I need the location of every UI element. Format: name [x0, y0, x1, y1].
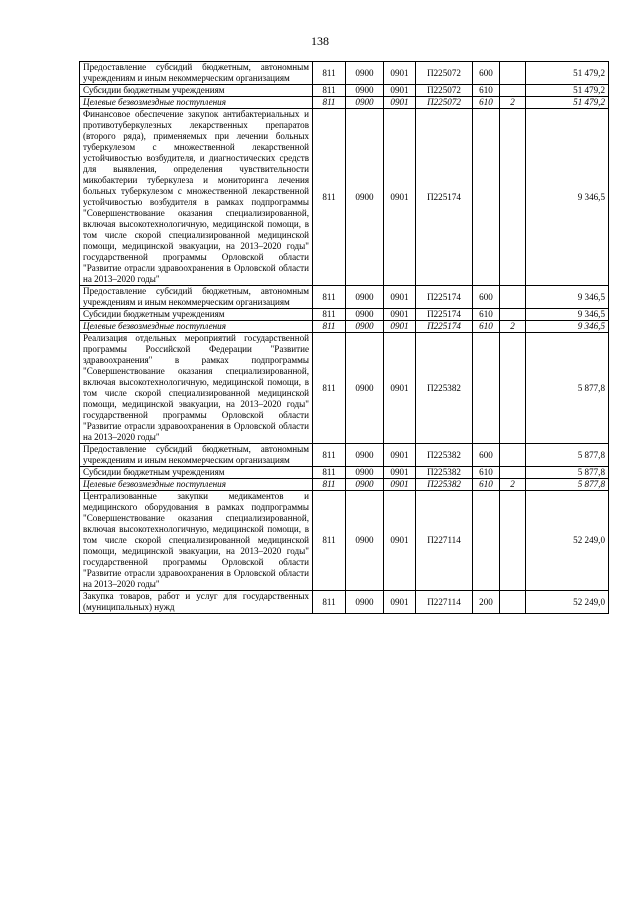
code-ministry: 811 [313, 321, 346, 333]
amount: 51 479,2 [526, 97, 609, 109]
table-row [80, 467, 609, 479]
code-expense-type [473, 109, 500, 286]
code-subsection: 0901 [384, 591, 416, 614]
code-expense-type: 600 [473, 62, 500, 85]
code-subsection: 0901 [384, 286, 416, 309]
code-ministry: 811 [313, 444, 346, 467]
code-funding-source [500, 467, 526, 479]
code-ministry: 811 [313, 109, 346, 286]
code-expense-type: 610 [473, 97, 500, 109]
code-subsection: 0901 [384, 333, 416, 444]
code-target-article: П225072 [416, 85, 473, 97]
row-description: Целевые безвозмездные поступления [80, 479, 313, 491]
code-ministry: 811 [313, 286, 346, 309]
code-funding-source [500, 85, 526, 97]
code-target-article: П225382 [416, 467, 473, 479]
amount: 51 479,2 [526, 62, 609, 85]
code-ministry: 811 [313, 491, 346, 591]
amount: 52 249,0 [526, 591, 609, 614]
code-section: 0900 [346, 321, 384, 333]
budget-table [79, 61, 609, 614]
code-target-article: П225382 [416, 444, 473, 467]
row-description: Предоставление субсидий бюджетным, автономным учреждениям и иным некоммерческим организациям [80, 286, 313, 309]
table-row [80, 97, 609, 109]
code-subsection: 0901 [384, 309, 416, 321]
code-funding-source: 2 [500, 321, 526, 333]
code-expense-type: 610 [473, 321, 500, 333]
code-funding-source [500, 333, 526, 444]
page-number: 138 [311, 34, 329, 48]
code-section: 0900 [346, 333, 384, 444]
table-row [80, 109, 609, 286]
code-expense-type: 610 [473, 309, 500, 321]
code-ministry: 811 [313, 479, 346, 491]
code-ministry: 811 [313, 333, 346, 444]
budget-table-body [80, 62, 609, 614]
code-subsection: 0901 [384, 85, 416, 97]
code-funding-source [500, 444, 526, 467]
amount: 9 346,5 [526, 286, 609, 309]
code-target-article: П225072 [416, 97, 473, 109]
code-funding-source [500, 309, 526, 321]
code-subsection: 0901 [384, 444, 416, 467]
row-description: Целевые безвозмездные поступления [80, 321, 313, 333]
code-section: 0900 [346, 62, 384, 85]
row-description: Реализация отдельных мероприятий государственной программы Российской Федерации "Развитие здравоохранения" в рамках подпрограммы "Совершенствование оказания специализированной, включая высокотехнологичную, медицинской помощи, в том числе скорой специализированной медицинской помощи, медицинской эвакуации, на 2013–2020 годы" государственной программы Орловской области "Развитие отрасли здравоохранения в Орловской области на 2013–2020 годы" [80, 333, 313, 444]
code-ministry: 811 [313, 309, 346, 321]
code-subsection: 0901 [384, 97, 416, 109]
code-funding-source [500, 286, 526, 309]
code-target-article: П225382 [416, 333, 473, 444]
row-description: Предоставление субсидий бюджетным, автономным учреждениям и иным некоммерческим организациям [80, 62, 313, 85]
amount: 9 346,5 [526, 321, 609, 333]
row-description: Централизованные закупки медикаментов и медицинского оборудования в рамках подпрограммы "Совершенствование оказания специализированной, включая высокотехнологичную, медицинской помощи, в том числе скорой специализированной медицинской помощи, медицинской эвакуации, на 2013–2020 годы" государственной программы Орловской области "Развитие отрасли здравоохранения в Орловской области на 2013–2020 годы" [80, 491, 313, 591]
amount: 51 479,2 [526, 85, 609, 97]
amount: 5 877,8 [526, 467, 609, 479]
table-row [80, 444, 609, 467]
code-ministry: 811 [313, 62, 346, 85]
code-subsection: 0901 [384, 109, 416, 286]
amount: 9 346,5 [526, 109, 609, 286]
row-description: Субсидии бюджетным учреждениям [80, 467, 313, 479]
code-funding-source [500, 591, 526, 614]
row-description: Предоставление субсидий бюджетным, автономным учреждениям и иным некоммерческим организациям [80, 444, 313, 467]
table-row [80, 85, 609, 97]
code-expense-type: 610 [473, 85, 500, 97]
code-expense-type: 610 [473, 467, 500, 479]
code-section: 0900 [346, 97, 384, 109]
code-target-article: П225174 [416, 321, 473, 333]
amount: 52 249,0 [526, 491, 609, 591]
code-ministry: 811 [313, 467, 346, 479]
code-section: 0900 [346, 286, 384, 309]
amount: 5 877,8 [526, 333, 609, 444]
code-section: 0900 [346, 109, 384, 286]
code-target-article: П225174 [416, 286, 473, 309]
code-section: 0900 [346, 479, 384, 491]
code-ministry: 811 [313, 97, 346, 109]
code-funding-source: 2 [500, 97, 526, 109]
code-section: 0900 [346, 309, 384, 321]
code-target-article: П225174 [416, 309, 473, 321]
code-target-article: П225174 [416, 109, 473, 286]
code-expense-type: 600 [473, 444, 500, 467]
code-funding-source [500, 109, 526, 286]
row-description: Субсидии бюджетным учреждениям [80, 85, 313, 97]
code-subsection: 0901 [384, 62, 416, 85]
table-row [80, 309, 609, 321]
row-description: Целевые безвозмездные поступления [80, 97, 313, 109]
code-funding-source [500, 62, 526, 85]
code-subsection: 0901 [384, 321, 416, 333]
code-target-article: П227114 [416, 491, 473, 591]
table-row [80, 479, 609, 491]
table-row [80, 491, 609, 591]
code-section: 0900 [346, 591, 384, 614]
code-section: 0900 [346, 85, 384, 97]
code-expense-type [473, 333, 500, 444]
table-row [80, 591, 609, 614]
code-expense-type: 200 [473, 591, 500, 614]
code-target-article: П225382 [416, 479, 473, 491]
code-target-article: П225072 [416, 62, 473, 85]
code-funding-source [500, 491, 526, 591]
table-row [80, 62, 609, 85]
amount: 9 346,5 [526, 309, 609, 321]
table-row [80, 333, 609, 444]
amount: 5 877,8 [526, 479, 609, 491]
code-section: 0900 [346, 491, 384, 591]
code-subsection: 0901 [384, 467, 416, 479]
amount: 5 877,8 [526, 444, 609, 467]
table-row [80, 321, 609, 333]
code-expense-type [473, 491, 500, 591]
code-ministry: 811 [313, 591, 346, 614]
row-description: Закупка товаров, работ и услуг для государственных (муниципальных) нужд [80, 591, 313, 614]
code-section: 0900 [346, 444, 384, 467]
code-expense-type: 610 [473, 479, 500, 491]
code-ministry: 811 [313, 85, 346, 97]
code-funding-source: 2 [500, 479, 526, 491]
row-description: Субсидии бюджетным учреждениям [80, 309, 313, 321]
code-subsection: 0901 [384, 479, 416, 491]
row-description: Финансовое обеспечение закупок антибактериальных и противотуберкулезных лекарственных препаратов (второго ряда), применяемых при лечении больных туберкулезом с множественной лекарственной устойчивостью возбудителя, и диагностических средств для выявления, определения чувствительности микобактерии туберкулеза и мониторинга лечения больных туберкулезом с множественной лекарственной устойчивостью возбудителя в рамках подпрограммы "Совершенствование оказания специализированной, включая высокотехнологичную, медицинской помощи, в том числе скорой специализированной медицинской помощи, медицинской эвакуации, на 2013–2020 годы" государственной программы Орловской области "Развитие отрасли здравоохранения в Орловской области на 2013–2020 годы" [80, 109, 313, 286]
table-row [80, 286, 609, 309]
code-target-article: П227114 [416, 591, 473, 614]
code-subsection: 0901 [384, 491, 416, 591]
code-section: 0900 [346, 467, 384, 479]
code-expense-type: 600 [473, 286, 500, 309]
